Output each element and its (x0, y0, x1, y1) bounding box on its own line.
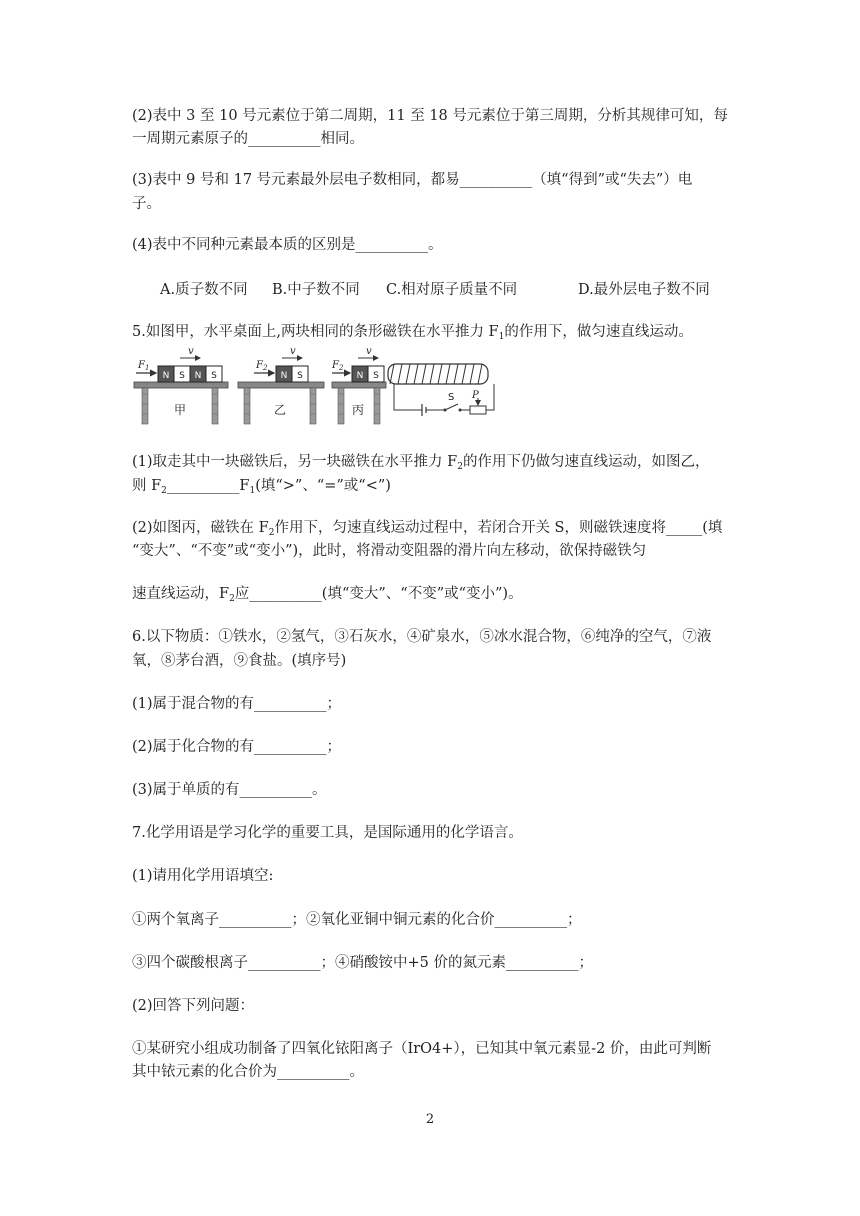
magnet-figure (132, 342, 512, 430)
q4-part3-line1: (3)表中 9 号和 17 号元素最外层电子数相同，都易__________（填“得到”或“失去”）电 (132, 172, 693, 188)
figure-label-jia: 甲 (173, 403, 187, 417)
q7-part1-heading: (1)请用化学用语填空: (132, 868, 274, 884)
table-yi (238, 346, 324, 424)
velocity-label-3: v (366, 346, 372, 357)
q4-part3-line2: 子。 (132, 196, 161, 212)
q4-part2-line1: (2)表中 3 至 10 号元素位于第二周期，11 至 18 号元素位于第三周期，分析其规律可知，每 (132, 108, 728, 124)
pole-s-3: S (297, 371, 303, 381)
q5-part2-line3: 速直线运动，$F_2$应__________(填“变大”、“不变”或“变小”)。 (132, 586, 523, 604)
q7-part1-line1: ①两个氧离子__________；②氧化亚铜中铜元素的化合价__________； (132, 912, 582, 928)
pole-n-3: N (280, 371, 288, 381)
pole-s-4: S (373, 371, 379, 381)
solenoid-coil (388, 364, 488, 384)
q7-stem: 7.化学用语是学习化学的重要工具，是国际通用的化学语言。 (132, 825, 523, 841)
q5-part2-line1: (2)如图丙，磁铁在 $F_2$作用下，匀速直线运动过程中，若闭合开关 S，则磁铁速度将_____(填 (132, 520, 723, 538)
q6-part2: (2)属于化合物的有__________； (132, 739, 342, 755)
q7-part2-line2: 其中铱元素的化合价为__________。 (132, 1064, 364, 1080)
q6-part1: (1)属于混合物的有__________； (132, 696, 342, 712)
q4-part4: (4)表中不同种元素最本质的区别是__________。 (132, 237, 443, 253)
pole-s-2: S (211, 371, 217, 381)
q7-part1-line2: ③四个碳酸根离子__________；④硝酸铵中+5 价的氮元素__________； (132, 955, 593, 971)
figure-label-yi: 乙 (273, 403, 287, 417)
velocity-label-2: v (290, 346, 296, 357)
velocity-label-1: v (188, 346, 194, 357)
switch-label: S (448, 392, 455, 403)
q5-part1-line2: 则 $F_2\_\_\_\_\_\_\_\_\_\_F_1$(填“>”、“=”或“<”) (132, 478, 391, 496)
q5-part1-line1: (1)取走其中一块磁铁后，另一块磁铁在水平推力 $F_2$的作用下仍做匀速直线运动，如图乙， (132, 454, 710, 472)
option-d: D.最外层电子数不同 (578, 282, 710, 298)
q5-stem: 5.如图甲，水平桌面上,两块相同的条形磁铁在水平推力 $F_1$的作用下，做匀速直线运动。 (132, 324, 693, 342)
table-jia (134, 346, 228, 424)
slider-label: P (472, 390, 479, 401)
q7-part2-line1: ①某研究小组成功制备了四氧化铱阳离子（IrO4+），已知其中氧元素显-2 价，由此可判断 (132, 1041, 712, 1057)
q4-options (160, 280, 720, 300)
page-number: 2 (425, 1112, 435, 1127)
pole-n-4: N (356, 371, 364, 381)
pole-n-1: N (162, 371, 170, 381)
option-a: A.质子数不同 (160, 282, 248, 298)
option-c: C.相对原子质量不同 (386, 282, 518, 298)
q4-part2-line2: 一周期元素原子的__________相同。 (132, 131, 364, 147)
q6-stem-line1: 6.以下物质：①铁水，②氢气，③石灰水，④矿泉水，⑤冰水混合物，⑥纯净的空气，⑦液 (132, 629, 712, 645)
option-b: B.中子数不同 (272, 282, 360, 298)
force-f1-label: $F_1$ (138, 360, 150, 372)
pole-s-1: S (179, 371, 185, 381)
q6-part3: (3)属于单质的有__________。 (132, 782, 327, 798)
force-f2-label-1: $F_2$ (256, 360, 268, 372)
force-f2-label-2: $F_2$ (332, 360, 344, 372)
table-bing (331, 346, 494, 424)
q5-part2-line2: “变大”、“不变”或“变小”)，此时，将滑动变阻器的滑片向左移动，欲保持磁铁匀 (132, 543, 647, 559)
pole-n-2: N (194, 371, 202, 381)
q6-stem-line2: 氧，⑧茅台酒，⑨食盐。(填序号) (132, 653, 347, 669)
q7-part2-heading: (2)回答下列问题： (132, 998, 255, 1014)
figure-label-bing: 丙 (351, 403, 365, 417)
